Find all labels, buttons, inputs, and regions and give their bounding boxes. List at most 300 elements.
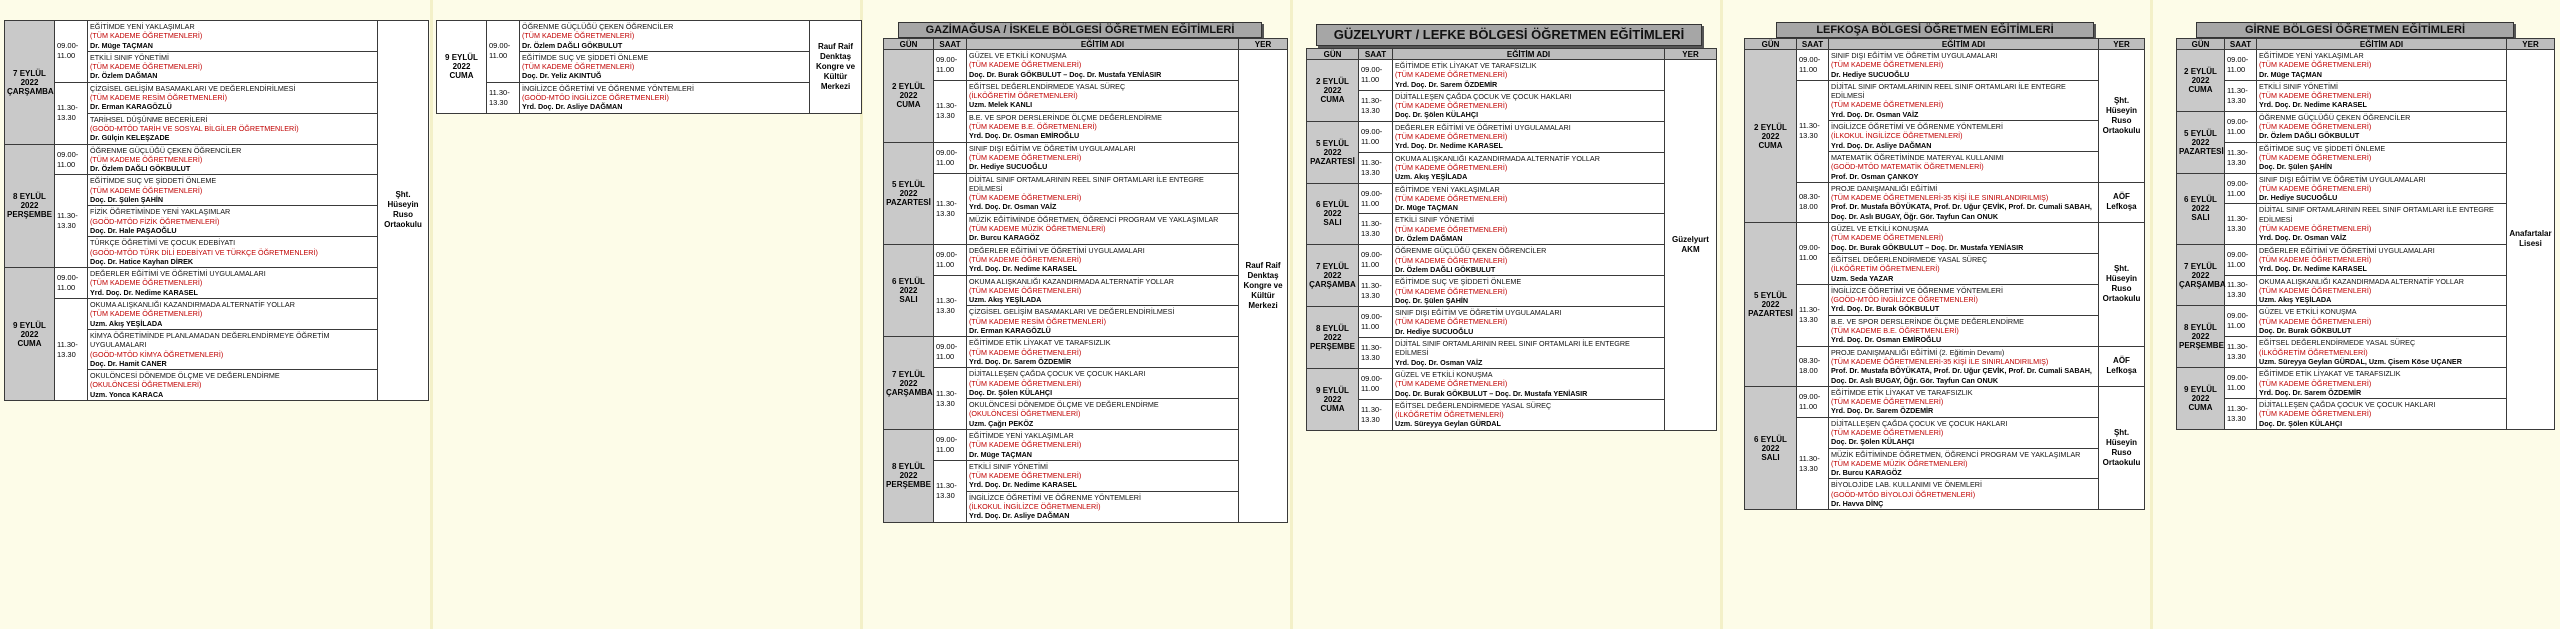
training-presenter: Dr. Hediye SUCUOĞLU <box>969 162 1048 172</box>
day-cell <box>2177 306 2225 368</box>
venue-label: Şht. <box>2113 95 2130 105</box>
training-cell <box>88 21 378 52</box>
time-label: 09.00-11.00 <box>2227 116 2249 136</box>
table-row <box>884 275 1288 306</box>
training-audience: (TÜM KADEME B.E. ÖĞRETMENLERİ) <box>1831 326 1959 336</box>
day-label: 9 EYLÜL <box>2184 385 2217 395</box>
day-label: 5 EYLÜL <box>1754 290 1787 300</box>
training-presenter: Uzm. Melek KANLI <box>969 100 1033 110</box>
training-title: OKUMA ALIŞKANLIĞI KAZANDIRMADA ALTERNATİF YOLLAR <box>969 276 1174 286</box>
day-label: ÇARŞAMBA <box>1309 280 1356 290</box>
day-label: 6 EYLÜL <box>1316 200 1349 210</box>
table-row <box>2177 142 2555 173</box>
training-presenter: Prof. Dr. Mustafa BÖYÜKATA, Prof. Dr. Uğur ÇEVİK, Prof. Dr. Cumali SABAH, Doç. Dr. Aslı BUGAY, Öğr. Gör. Tayfun Can ONUK <box>1831 366 2092 385</box>
table-row <box>884 368 1288 399</box>
training-audience: (TÜM KADEME ÖĞRETMENLERİ) <box>969 152 1082 162</box>
day-label: 2022 <box>1323 394 1342 404</box>
header-gun: GÜN <box>1745 39 1797 50</box>
training-title: İNGİLİZCE ÖĞRETİMİ VE ÖĞRENME YÖNTEMLERİ <box>522 83 694 93</box>
time-label: 09.00-11.00 <box>936 249 958 269</box>
day-label: 2022 <box>899 188 918 198</box>
training-audience: (GOÖD-MTÖD KİMYA ÖĞRETMENLERİ) <box>90 349 224 359</box>
training-cell <box>1393 307 1665 338</box>
training-presenter: Doç. Dr. Yeliz AKINTUĞ <box>522 71 602 81</box>
day-cell <box>5 144 55 268</box>
venue-label: Şht. <box>2113 264 2130 274</box>
training-title: EĞİTSEL DEĞERLENDİRMEDE YASAL SÜREÇ <box>2259 338 2416 348</box>
training-title: ETKİLİ SINIF YÖNETİMİ <box>969 461 1048 471</box>
training-cell <box>2257 337 2507 368</box>
time-cell <box>1359 368 1393 399</box>
training-cell <box>88 370 378 401</box>
training-cell <box>1829 315 2099 346</box>
training-title: EĞİTSEL DEĞERLENDİRMEDE YASAL SÜREÇ <box>1395 400 1552 410</box>
table-row <box>1307 307 1717 338</box>
table-row <box>2177 368 2555 399</box>
day-label: 8 EYLÜL <box>1316 324 1349 334</box>
training-title: OKUMA ALIŞKANLIĞI KAZANDIRMADA ALTERNATİF YOLLAR <box>2259 276 2464 286</box>
training-cell <box>967 460 1239 491</box>
day-label: 2022 <box>20 201 39 211</box>
day-label: 5 EYLÜL <box>1316 138 1349 148</box>
time-label: 09.00-11.00 <box>57 41 79 61</box>
training-audience: (İLKOKUL İNGİLİZCE ÖĞRETMENLERİ) <box>969 502 1101 512</box>
time-cell <box>1797 346 1829 386</box>
training-presenter: Yrd. Doç. Dr. Nedime KARASEL <box>2259 100 2367 110</box>
time-cell <box>2225 204 2257 244</box>
time-cell <box>934 275 967 337</box>
training-audience: (TÜM KADEME ÖĞRETMENLERİ) <box>1831 100 1944 110</box>
day-label: 2 EYLÜL <box>2184 66 2217 76</box>
time-label: 08.30-18.00 <box>1799 356 1821 376</box>
training-presenter: Doç. Dr. Hale PAŞAOĞLU <box>90 225 177 235</box>
day-cell <box>1307 368 1359 430</box>
time-label: 09.00-11.00 <box>57 273 79 293</box>
time-label: 09.00-11.00 <box>2227 54 2249 74</box>
training-presenter: Doç. Dr. Burak GÖKBULUT – Doç. Dr. Mustafa YENİASIR <box>969 69 1162 79</box>
training-title: DEĞERLER EĞİTİMİ VE ÖĞRETİMİ UYGULAMALARI <box>969 245 1145 255</box>
training-audience: (TÜM KADEME ÖĞRETMENLERİ) <box>969 193 1082 203</box>
day-label: SALI <box>2191 213 2210 223</box>
day-label: 8 EYLÜL <box>2184 323 2217 333</box>
time-label: 09.00-11.00 <box>2227 311 2249 331</box>
day-label: PERŞEMBE <box>2179 341 2224 351</box>
time-cell <box>934 50 967 81</box>
training-presenter: Doç. Dr. Hatice Kayhan DİREK <box>90 256 194 266</box>
venue-cell <box>2099 182 2145 222</box>
training-title: DİJİTALLEŞEN ÇAĞDA ÇOCUK VE ÇOCUK HAKLARI <box>2259 400 2436 410</box>
time-cell <box>1359 245 1393 276</box>
day-label: 2022 <box>1761 443 1780 453</box>
training-audience: (TÜM KADEME ÖĞRETMENLERİ) <box>2259 152 2372 162</box>
time-label: 09.00-11.00 <box>1799 391 1821 411</box>
day-label: 2022 <box>1323 147 1342 157</box>
training-presenter: Yrd. Doç. Dr. Sarem ÖZDEMİR <box>1831 406 1934 416</box>
time-cell <box>1359 214 1393 245</box>
day-cell <box>1745 386 1797 510</box>
time-cell <box>934 368 967 430</box>
training-cell <box>520 51 810 82</box>
training-title: EĞİTİMDE SUÇ VE ŞİDDETİ ÖNLEME <box>1395 277 1522 287</box>
training-cell <box>88 113 378 144</box>
venue-label: Şht. <box>395 190 411 200</box>
training-audience: (TÜM KADEME ÖĞRETMENLERİ) <box>969 378 1082 388</box>
training-cell <box>1829 182 2099 222</box>
time-cell <box>487 21 520 83</box>
training-audience: (GOÖD-MTÖD TÜRK DİLİ EDEBİYATI VE TÜRKÇE ÖĞRETMENLERİ) <box>90 247 318 257</box>
training-audience: (TÜM KADEME RESİM ÖĞRETMENLERİ) <box>90 93 227 103</box>
day-cell <box>437 21 487 114</box>
table-row <box>1745 386 2145 417</box>
day-label: 2022 <box>1323 333 1342 343</box>
time-cell <box>55 144 88 175</box>
header-yer: YER <box>2507 39 2555 50</box>
time-label: 09.00-11.00 <box>1799 54 1821 74</box>
training-audience: (GOÖD-MTÖD FİZİK ÖĞRETMENLERİ) <box>90 216 220 226</box>
day-cell <box>884 50 934 143</box>
day-cell <box>884 429 934 522</box>
training-presenter: Yrd. Doç. Dr. Nedime KARASEL <box>969 480 1077 490</box>
training-audience: (TÜM KADEME ÖĞRETMENLERİ) <box>969 440 1082 450</box>
time-cell <box>934 429 967 460</box>
time-cell <box>1797 223 1829 285</box>
training-title: OKULÖNCESİ DÖNEMDE ÖLÇME VE DEĞERLENDİRME <box>90 371 280 381</box>
training-audience: (GOÖD-MTÖD TARİH VE SOSYAL BİLGİLER ÖĞRETMENLERİ) <box>90 123 299 133</box>
venue-label: Kültür <box>1251 290 1275 300</box>
day-label: 2022 <box>1323 209 1342 219</box>
training-audience: (GOÖD-MTÖD İNGİLİZCE ÖĞRETMENLERİ) <box>1831 295 1978 305</box>
training-cell <box>1829 346 2099 386</box>
training-title: EĞİTİMDE SUÇ VE ŞİDDETİ ÖNLEME <box>90 176 217 186</box>
training-presenter: Doç. Dr. Burak GÖKBULUT – Doç. Dr. Mustafa YENİASIR <box>1395 388 1588 398</box>
training-presenter: Dr. Burcu KARAGÖZ <box>969 233 1040 243</box>
header-egitim: EĞİTİM ADI <box>2257 39 2507 50</box>
day-label: SALI <box>899 294 918 304</box>
training-title: İNGİLİZCE ÖĞRETİMİ VE ÖĞRENME YÖNTEMLERİ <box>1831 122 2003 132</box>
training-cell <box>88 268 378 299</box>
table-row <box>884 244 1288 275</box>
day-label: 8 EYLÜL <box>13 192 46 202</box>
time-label: 09.00-11.00 <box>1361 312 1383 332</box>
training-cell <box>967 50 1239 81</box>
time-label: 11.30-13.30 <box>1361 95 1382 115</box>
training-title: ÖĞRENME GÜÇLÜĞÜ ÇEKEN ÖĞRENCİLER <box>522 22 674 31</box>
venue-label: Merkezi <box>1248 300 1278 310</box>
venue-label: Rauf Raif <box>817 41 854 51</box>
training-cell <box>1393 90 1665 121</box>
training-presenter: Dr. Müge TAÇMAN <box>1395 203 1458 213</box>
day-label: CUMA <box>17 338 42 348</box>
training-cell <box>2257 204 2507 244</box>
training-presenter: Yrd. Doç. Dr. Osman VAİZ <box>1395 357 1483 367</box>
table-row <box>1307 338 1717 369</box>
training-presenter: Uzm. Süreyya Geylan GÜRDAL, Uzm. Çisem Köse UÇANER <box>2259 356 2462 366</box>
training-title: ETKİLİ SINIF YÖNETİMİ <box>2259 81 2338 91</box>
time-cell <box>2225 399 2257 430</box>
day-label: PAZARTESİ <box>1310 156 1355 166</box>
training-audience: (GOÖD-MTÖD MATEMATİK ÖĞRETMENLERİ) <box>1831 162 1984 172</box>
training-title: OKUMA ALIŞKANLIĞI KAZANDIRMADA ALTERNATİF YOLLAR <box>1395 153 1600 163</box>
table-row <box>1307 276 1717 307</box>
venue-label: Lisesi <box>2519 239 2542 249</box>
training-cell <box>2257 368 2507 399</box>
day-label: 6 EYLÜL <box>1754 434 1787 444</box>
training-presenter: Doç. Dr. Şülen ŞAHİN <box>90 195 164 205</box>
training-cell <box>1829 80 2099 120</box>
training-audience: (TÜM KADEME ÖĞRETMENLERİ) <box>2259 409 2372 419</box>
time-label: 11.30-13.30 <box>936 481 957 501</box>
training-title: ÖĞRENME GÜÇLÜĞÜ ÇEKEN ÖĞRENCİLER <box>2259 112 2411 122</box>
day-label: 7 EYLÜL <box>1316 262 1349 272</box>
day-label: SALI <box>1761 452 1780 462</box>
panel4-table <box>1306 48 1717 431</box>
training-audience: (TÜM KADEME ÖĞRETMENLERİ) <box>1831 60 1944 70</box>
time-cell <box>2225 111 2257 142</box>
panel6-table <box>2176 38 2555 430</box>
training-cell <box>1829 479 2099 510</box>
time-cell <box>1797 386 1829 417</box>
training-audience: (TÜM KADEME ÖĞRETMENLERİ) <box>2259 285 2372 295</box>
time-cell <box>1797 80 1829 182</box>
venue-label: Denktaş <box>819 51 852 61</box>
training-title: SINIF DIŞI EĞİTİM VE ÖĞRETİM UYGULAMALARI <box>969 143 1136 153</box>
training-presenter: Dr. Özlem DAĞMAN <box>1395 234 1463 244</box>
training-title: DİJİTALLEŞEN ÇAĞDA ÇOCUK VE ÇOCUK HAKLARI <box>1831 418 2008 428</box>
time-label: 09.00-11.00 <box>1799 243 1821 263</box>
training-presenter: Doç. Dr. Şölen KÜLAHÇI <box>1831 437 1915 447</box>
day-cell <box>1745 50 1797 223</box>
header-gun: GÜN <box>2177 39 2225 50</box>
training-cell <box>88 329 378 369</box>
training-audience: (TÜM KADEME ÖĞRETMENLERİ) <box>2259 122 2372 132</box>
training-title: SINIF DIŞI EĞİTİM VE ÖĞRETİM UYGULAMALARI <box>1831 51 1998 60</box>
table-row <box>1745 50 2145 81</box>
venue-label: Lefkoşa <box>2106 202 2137 212</box>
day-label: 2022 <box>899 91 918 101</box>
header-saat: SAAT <box>2225 39 2257 50</box>
training-audience: (TÜM KADEME MÜZİK ÖĞRETMENLERİ) <box>1831 458 1968 468</box>
training-presenter: Yrd. Doç. Dr. Asliye DAĞMAN <box>969 511 1070 521</box>
table-row <box>1745 284 2145 315</box>
venue-label: Ortaokulu <box>2102 125 2141 135</box>
training-cell <box>1829 284 2099 315</box>
training-audience: (TÜM KADEME ÖĞRETMENLERİ) <box>1831 233 1944 243</box>
day-label: 9 EYLÜL <box>1316 385 1349 395</box>
venue-label: Ruso <box>2111 448 2132 458</box>
day-label: 2022 <box>2191 270 2210 280</box>
venue-cell <box>2099 223 2145 347</box>
training-audience: (İLKÖĞRETİM ÖĞRETMENLERİ) <box>969 91 1078 101</box>
training-title: ÖĞRENME GÜÇLÜĞÜ ÇEKEN ÖĞRENCİLER <box>1395 246 1547 256</box>
training-presenter: Yrd. Doç. Dr. Asliye DAĞMAN <box>522 102 623 112</box>
training-presenter: Doç. Dr. Burak GÖKBULUT – Doç. Dr. Mustafa YENİASIR <box>1831 242 2024 252</box>
venue-label: Güzelyurt <box>1672 234 1709 244</box>
training-title: EĞİTSEL DEĞERLENDİRMEDE YASAL SÜREÇ <box>1831 254 1988 264</box>
training-title: EĞİTSEL DEĞERLENDİRMEDE YASAL SÜREÇ <box>969 81 1126 91</box>
training-cell <box>1393 399 1665 430</box>
training-cell <box>520 21 810 52</box>
day-label: PERŞEMBE <box>1310 342 1355 352</box>
day-label: 6 EYLÜL <box>2184 195 2217 205</box>
table-row <box>2177 204 2555 244</box>
training-audience: (İLKÖĞRETİM ÖĞRETMENLERİ) <box>1395 410 1504 420</box>
day-label: 7 EYLÜL <box>13 68 46 78</box>
venue-label: Hüseyin <box>2105 438 2138 448</box>
training-audience: (OKULÖNCESİ ÖĞRETMENLERİ) <box>969 409 1081 419</box>
training-audience: (TÜM KADEME ÖĞRETMENLERİ) <box>90 31 203 41</box>
day-label: CUMA <box>1320 403 1345 413</box>
training-title: EĞİTİMDE ETİK LİYAKAT VE TARAFSIZLIK <box>1395 61 1537 70</box>
training-presenter: Yrd. Doç. Dr. Osman VAİZ <box>1831 109 1919 119</box>
day-label: 2 EYLÜL <box>1754 122 1787 132</box>
table-row <box>5 268 429 299</box>
day-cell <box>5 21 55 145</box>
time-cell <box>2225 244 2257 275</box>
training-title: DİJİTALLEŞEN ÇAĞDA ÇOCUK VE ÇOCUK HAKLARI <box>1395 91 1572 101</box>
training-audience: (TÜM KADEME MÜZİK ÖĞRETMENLERİ) <box>969 224 1106 234</box>
training-presenter: Yrd. Doç. Dr. Sarem ÖZDEMİR <box>1395 79 1498 89</box>
day-label: CUMA <box>1758 140 1783 150</box>
table-row <box>1307 121 1717 152</box>
time-label: 11.30-13.30 <box>1361 219 1382 239</box>
time-cell <box>1797 284 1829 346</box>
time-label: 09.00-11.00 <box>2227 178 2249 198</box>
day-cell <box>2177 50 2225 112</box>
venue-label: Rauf Raif <box>1245 260 1281 270</box>
table-row <box>884 173 1288 213</box>
header-egitim: EĞİTİM ADI <box>967 39 1239 50</box>
training-audience: (İLKÖĞRETİM ÖĞRETMENLERİ) <box>1831 264 1940 274</box>
table-row <box>1745 182 2145 222</box>
table-row <box>1745 417 2145 448</box>
venue-label: Merkezi <box>820 81 851 91</box>
time-cell <box>2225 142 2257 173</box>
training-cell <box>2257 399 2507 430</box>
training-audience: (TÜM KADEME ÖĞRETMENLERİ) <box>522 31 635 41</box>
time-label: 11.30-13.30 <box>1799 121 1820 141</box>
training-presenter: Dr. Erman KARAGÖZLÜ <box>90 102 172 112</box>
training-cell <box>967 368 1239 399</box>
training-title: EĞİTİMDE YENİ YAKLAŞIMLAR <box>2259 51 2364 60</box>
time-label: 11.30-13.30 <box>1361 281 1382 301</box>
training-audience: (TÜM KADEME ÖĞRETMENLERİ) <box>1395 70 1508 80</box>
training-presenter: Dr. Gülçin KELEŞZADE <box>90 133 170 143</box>
training-presenter: Uzm. Süreyya Geylan GÜRDAL <box>1395 419 1501 429</box>
venue-label: Ortaokulu <box>2102 458 2141 468</box>
training-audience: (TÜM KADEME ÖĞRETMENLERİ) <box>2259 224 2372 234</box>
table-row <box>1307 90 1717 121</box>
training-cell <box>1393 368 1665 399</box>
venue-cell <box>2507 50 2555 430</box>
venue-label: Lefkoşa <box>2106 366 2137 376</box>
header-yer: YER <box>1239 39 1288 50</box>
training-audience: (TÜM KADEME ÖĞRETMENLERİ) <box>1395 101 1508 111</box>
venue-label: Denktaş <box>1247 270 1279 280</box>
training-cell <box>1393 338 1665 369</box>
training-presenter: Dr. Özlem DAĞLI GÖKBULUT <box>1395 264 1496 274</box>
day-cell <box>884 337 934 430</box>
table-row <box>884 429 1288 460</box>
day-label: CUMA <box>896 100 921 110</box>
day-label: PAZARTESİ <box>886 197 931 207</box>
training-title: DEĞERLER EĞİTİMİ VE ÖĞRETİMİ UYGULAMALARI <box>1395 122 1571 132</box>
venue-label: Ortaokulu <box>384 220 422 230</box>
day-label: 9 EYLÜL <box>445 53 478 63</box>
training-title: ETKİLİ SINIF YÖNETİMİ <box>90 52 169 62</box>
table-row <box>2177 111 2555 142</box>
training-cell <box>967 142 1239 173</box>
training-title: OKULÖNCESİ DÖNEMDE ÖLÇME VE DEĞERLENDİRME <box>969 400 1159 410</box>
header-yer: YER <box>1665 49 1717 60</box>
training-presenter: Doç. Dr. Şölen KÜLAHÇI <box>969 387 1053 397</box>
time-cell <box>1797 50 1829 81</box>
training-title: SINIF DIŞI EĞİTİM VE ÖĞRETİM UYGULAMALARI <box>1395 308 1562 318</box>
training-cell <box>1829 417 2099 448</box>
table-row <box>884 337 1288 368</box>
training-cell <box>967 399 1239 430</box>
training-audience: (İLKOKUL İNGİLİZCE ÖĞRETMENLERİ) <box>1831 131 1963 141</box>
training-presenter: Dr. Özlem DAĞLI GÖKBULUT <box>522 40 623 50</box>
table-row <box>437 82 862 113</box>
time-label: 09.00-11.00 <box>1361 250 1383 270</box>
time-label: 09.00-11.00 <box>1361 373 1383 393</box>
venue-label: Hüseyin <box>2105 105 2138 115</box>
time-label: 11.30-13.30 <box>1361 157 1382 177</box>
training-audience: (TÜM KADEME ÖĞRETMENLERİ) <box>1395 162 1508 172</box>
training-title: PROJE DANIŞMANLIĞI EĞİTİMİ <box>1831 183 1938 193</box>
training-audience: (TÜM KADEME ÖĞRETMENLERİ) <box>2259 60 2372 70</box>
training-title: DİJİTAL SINIF ORTAMLARININ REEL SINIF ORTAMLARI İLE ENTEGRE EDİLMESİ <box>969 174 1204 193</box>
training-title: DİJİTAL SINIF ORTAMLARININ REEL SINIF ORTAMLARI İLE ENTEGRE EDİLMESİ <box>2259 205 2494 224</box>
training-audience: (TÜM KADEME ÖĞRETMENLERİ-35 KİŞİ İLE SINIRLANDIRILMIŞ) <box>1831 193 2049 203</box>
training-title: İNGİLİZCE ÖĞRETİMİ VE ÖĞRENME YÖNTEMLERİ <box>969 492 1141 502</box>
training-presenter: Dr. Özlem DAĞLI GÖKBULUT <box>90 164 191 174</box>
time-cell <box>2225 173 2257 204</box>
time-cell <box>2225 275 2257 306</box>
time-cell <box>934 80 967 142</box>
training-title: PROJE DANIŞMANLIĞI EĞİTİMİ (2. Eğitimin Devamı) <box>1831 347 2005 357</box>
training-presenter: Dr. Erman KARAGÖZLÜ <box>969 326 1051 336</box>
day-label: CUMA <box>449 71 474 81</box>
time-label: 11.30-13.30 <box>57 339 78 359</box>
table-row <box>2177 275 2555 306</box>
day-label: 2 EYLÜL <box>1316 76 1349 86</box>
training-cell <box>1829 448 2099 479</box>
day-cell <box>1307 121 1359 183</box>
time-label: 11.30-13.30 <box>57 211 78 231</box>
venue-cell <box>2099 50 2145 183</box>
training-audience: (TÜM KADEME ÖĞRETMENLERİ) <box>969 285 1082 295</box>
training-presenter: Doç. Dr. Şölen KÜLAHÇI <box>1395 110 1479 120</box>
time-label: 11.30-13.30 <box>2227 404 2248 424</box>
time-cell <box>1359 276 1393 307</box>
training-presenter: Yrd. Doç. Dr. Sarem ÖZDEMİR <box>2259 387 2362 397</box>
day-label: CUMA <box>2188 403 2213 413</box>
time-cell <box>934 173 967 244</box>
training-audience: (TÜM KADEME ÖĞRETMENLERİ) <box>1395 317 1508 327</box>
training-presenter: Dr. Hediye SUCUOĞLU <box>1831 69 1910 79</box>
training-cell <box>967 337 1239 368</box>
training-cell <box>1393 276 1665 307</box>
time-cell <box>55 175 88 268</box>
time-cell <box>55 82 88 144</box>
venue-cell <box>378 21 429 401</box>
day-label: 2022 <box>452 62 471 72</box>
day-label: PERŞEMBE <box>7 210 52 220</box>
training-cell <box>2257 80 2507 111</box>
day-label: 2022 <box>2191 75 2210 85</box>
time-cell <box>1797 182 1829 222</box>
